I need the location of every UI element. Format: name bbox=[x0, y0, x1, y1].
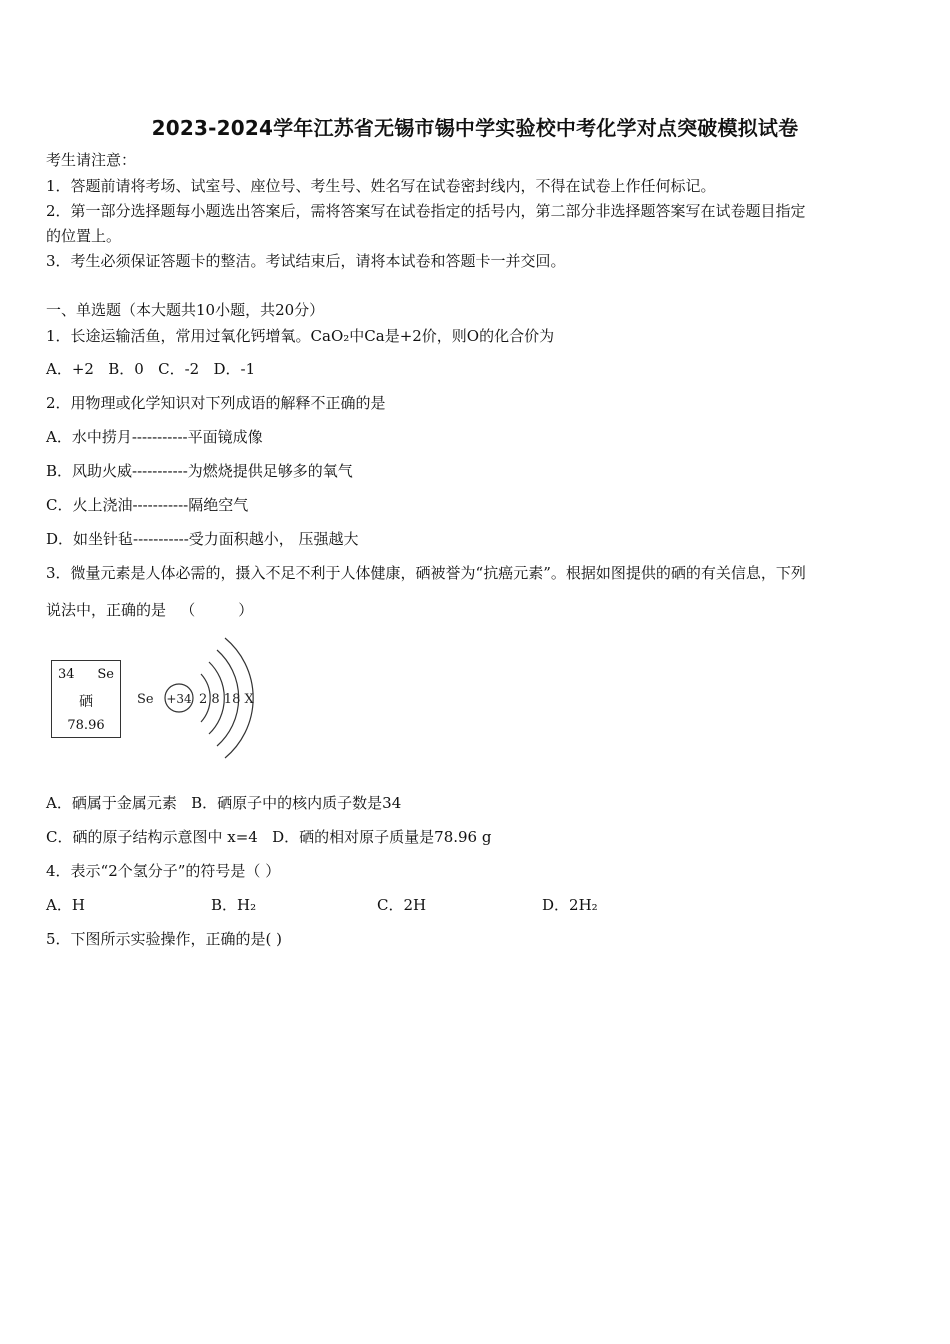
page-title: 2023-2024学年江苏省无锡市锡中学实验校中考化学对点突破模拟试卷 bbox=[151, 116, 799, 140]
notice-heading: 考生请注意： bbox=[46, 151, 137, 169]
atom-nucleus-charge: +34 bbox=[166, 692, 192, 706]
q4-option-d: D．2H₂ bbox=[542, 896, 598, 914]
q3-stem-line2: 说法中，正确的是 （ ） bbox=[46, 601, 254, 619]
notice-item-1: 1．答题前请将考场、试室号、座位号、考生号、姓名写在试卷密封线内，不得在试卷上作任何标记。 bbox=[46, 177, 716, 195]
q2-option-a: A．水中捞月-----------平面镜成像 bbox=[46, 428, 263, 446]
notice-item-2: 2．第一部分选择题每小题选出答案后，需将答案写在试卷指定的括号内，第二部分非选择题答案写在试卷题目指定 bbox=[46, 202, 806, 220]
q1-stem: 1．长途运输活鱼，常用过氧化钙增氧。CaO₂中Ca是+2价，则O的化合价为 bbox=[46, 327, 555, 345]
q4-option-c: C．2H bbox=[377, 896, 427, 914]
element-tile bbox=[51, 660, 121, 738]
element-name: 硒 bbox=[79, 694, 93, 710]
atom-structure-diagram bbox=[135, 630, 265, 760]
q3-stem-line1: 3．微量元素是人体必需的，摄入不足不利于人体健康，硒被誉为“抗癌元素”。根据如图提供的硒的有关信息，下列 bbox=[46, 564, 806, 582]
element-mass: 78.96 bbox=[67, 718, 105, 733]
q3-options-cd: C．硒的原子结构示意图中 x=4 D．硒的相对原子质量是78.96 g bbox=[46, 828, 492, 846]
q5-stem: 5．下图所示实验操作，正确的是( ) bbox=[46, 930, 283, 948]
q2-stem: 2．用物理或化学知识对下列成语的解释不正确的是 bbox=[46, 394, 386, 412]
atom-symbol: Se bbox=[137, 692, 154, 707]
q1-options: A．+2 B．0 C．-2 D．-1 bbox=[46, 360, 256, 378]
q2-option-b: B．风助火威-----------为燃烧提供足够多的氧气 bbox=[46, 462, 353, 480]
section-heading: 一、单选题（本大题共10小题，共20分） bbox=[46, 301, 325, 319]
element-symbol: Se bbox=[97, 667, 114, 682]
notice-item-3: 3．考生必须保证答题卡的整洁。考试结束后，请将本试卷和答题卡一并交回。 bbox=[46, 252, 566, 270]
q4-option-b: B．H₂ bbox=[211, 896, 257, 914]
q2-option-d: D．如坐针毡-----------受力面积越小， 压强越大 bbox=[46, 530, 359, 548]
notice-item-2-cont: 的位置上。 bbox=[46, 227, 122, 245]
q2-option-c: C．火上浇油-----------隔绝空气 bbox=[46, 496, 249, 514]
q4-stem: 4．表示“2个氢分子”的符号是（ ） bbox=[46, 862, 281, 880]
q3-options-ab: A．硒属于金属元素 B．硒原子中的核内质子数是34 bbox=[46, 794, 402, 812]
q4-option-a: A．H bbox=[46, 896, 85, 914]
electron-shell-counts: 2 8 18 X bbox=[199, 692, 254, 707]
element-atomic-number: 34 bbox=[58, 667, 75, 682]
